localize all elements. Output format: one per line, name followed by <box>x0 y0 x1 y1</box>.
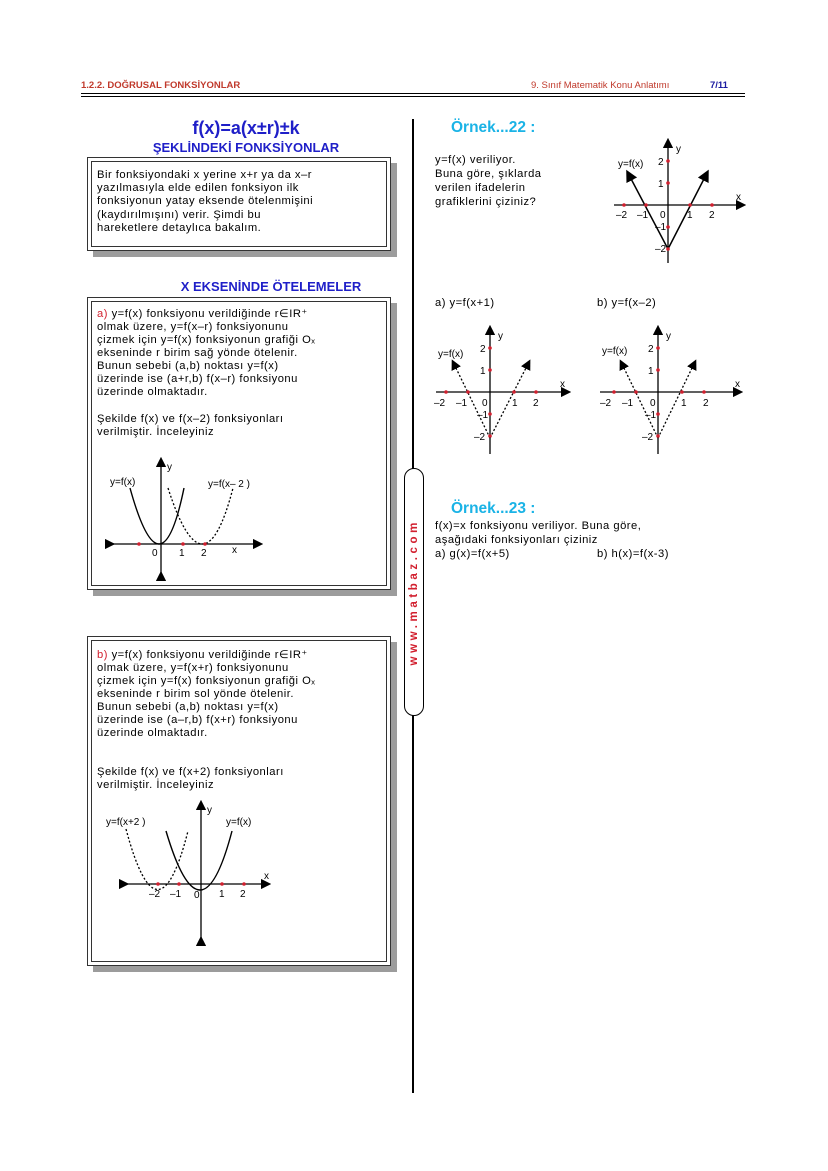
tick-mark <box>203 542 207 546</box>
graph-b <box>104 803 284 943</box>
tick-label: 2 <box>703 398 709 409</box>
intro-line: yazılmasıyla elde edilen fonksiyon ilk <box>97 182 299 194</box>
rule-a-line <box>97 308 308 321</box>
tick-label: 1 <box>512 398 518 409</box>
tick-label: –2 <box>655 244 667 255</box>
graph-label-f: y=f(x) <box>226 817 252 828</box>
graph-label-f: y=f(x) <box>438 349 464 360</box>
tick-label: 0 <box>152 548 158 559</box>
example-22-title: Örnek...22 : <box>451 119 536 136</box>
axis-label-x: x <box>735 379 740 390</box>
rule-a-line: Bunun sebebi (a,b) noktası y=f(x) <box>97 360 279 372</box>
tick-label: 2 <box>201 548 207 559</box>
rule-a-line: üzerinde ise (a+r,b) f(x–r) fonksiyonu <box>97 373 298 385</box>
tick-label: 1 <box>648 366 654 377</box>
tick-label: –2 <box>600 398 612 409</box>
rule-b-line: Bunun sebebi (a,b) noktası y=f(x) <box>97 701 279 713</box>
example-22-line: y=f(x) veriliyor. <box>435 154 516 166</box>
example-23-line: aşağıdaki fonksiyonları çiziniz <box>435 534 598 546</box>
graph-label-g: y=f(x– 2 ) <box>208 479 250 490</box>
tick-label: –1 <box>655 222 667 233</box>
tick-label: –1 <box>637 210 649 221</box>
intro-box <box>87 157 391 251</box>
rule-a-line: olmak üzere, y=f(x–r) fonksiyonunu <box>97 321 289 333</box>
tick-mark <box>534 390 538 394</box>
page-number: 7/11 <box>710 80 728 91</box>
tick-label: 0 <box>660 210 666 221</box>
tick-label: 1 <box>219 889 225 900</box>
tick-mark <box>666 247 670 251</box>
tick-mark <box>656 412 660 416</box>
example-22-line: grafiklerini çiziniz? <box>435 196 537 208</box>
page-title: f(x)=a(x±r)±k <box>192 118 300 138</box>
tick-label: –2 <box>149 889 161 900</box>
tick-mark <box>444 390 448 394</box>
rule-b-line <box>97 649 308 662</box>
example-23-line: f(x)=x fonksiyonu veriliyor. Buna göre, <box>435 520 642 532</box>
tick-label: 1 <box>681 398 687 409</box>
example-22-line: verilen ifadelerin <box>435 182 526 194</box>
tick-mark <box>177 882 181 886</box>
example-23-title: Örnek...23 : <box>451 500 536 517</box>
tick-label: 1 <box>658 179 664 190</box>
section-subtitle: X EKSENİNDE ÖTELEMELER <box>180 279 362 294</box>
tick-mark <box>622 203 626 207</box>
tick-mark <box>702 390 706 394</box>
graph-label-g: y=f(x+2 ) <box>106 817 146 828</box>
tick-mark <box>466 390 470 394</box>
rule-b-line: ekseninde r birim sol yönde ötelenir. <box>97 688 294 700</box>
rule-a-note: Şekilde f(x) ve f(x–2) fonksiyonları <box>97 413 284 425</box>
graph-label-f: y=f(x) <box>110 477 136 488</box>
graph-label-f: y=f(x) <box>602 346 628 357</box>
header-rule-2 <box>81 96 745 97</box>
tick-mark <box>666 159 670 163</box>
example-22-part-b: b) y=f(x–2) <box>597 297 657 309</box>
tick-mark <box>644 203 648 207</box>
tick-mark <box>488 412 492 416</box>
rule-a-first: y=f(x) fonksiyonu verildiğinde r∈IR⁺ <box>111 308 308 320</box>
tick-mark <box>666 225 670 229</box>
tick-mark <box>710 203 714 207</box>
tick-label: 1 <box>480 366 486 377</box>
tick-mark <box>488 346 492 350</box>
graph-line-right <box>658 364 694 438</box>
tick-label: 0 <box>482 398 488 409</box>
example-23-part-b: b) h(x)=f(x-3) <box>597 548 669 560</box>
curve-f <box>166 831 232 890</box>
curve-f-shifted <box>168 488 233 544</box>
course-title: 9. Sınıf Matematik Konu Anlatımı <box>531 80 670 91</box>
tick-label: –2 <box>434 398 446 409</box>
example-23-part-a: a) g(x)=f(x+5) <box>435 548 510 560</box>
tick-mark <box>181 542 185 546</box>
tick-label: –1 <box>456 398 468 409</box>
intro-line: fonksiyonun yatay eksende ötelenmişini <box>97 195 314 207</box>
axis-label-y: y <box>167 462 172 473</box>
example-22-line: Buna göre, şıklarda <box>435 168 542 180</box>
rule-b-note: Şekilde f(x) ve f(x+2) fonksiyonları <box>97 766 284 778</box>
tick-label: 2 <box>658 157 664 168</box>
tick-mark <box>688 203 692 207</box>
example-22-graph-a <box>432 326 572 456</box>
tick-label: 2 <box>709 210 715 221</box>
axis-label-x: x <box>264 871 269 882</box>
rule-a-line: üzerinde olmaktadır. <box>97 386 208 398</box>
tick-mark <box>666 181 670 185</box>
watermark-pill <box>404 468 424 716</box>
axis-label-x: x <box>736 192 741 203</box>
rule-b-line: üzerinde olmaktadır. <box>97 727 208 739</box>
rule-b-first: y=f(x) fonksiyonu verildiğinde r∈IR⁺ <box>111 649 308 661</box>
axis-label-x: x <box>232 545 237 556</box>
example-22-part-a: a) y=f(x+1) <box>435 297 495 309</box>
tick-mark <box>680 390 684 394</box>
tick-mark <box>242 882 246 886</box>
rule-b-line: üzerinde ise (a–r,b) f(x+r) fonksiyonu <box>97 714 298 726</box>
tick-mark <box>488 434 492 438</box>
page-subtitle: ŞEKLİNDEKİ FONKSİYONLAR <box>152 140 340 155</box>
tick-label: –1 <box>622 398 634 409</box>
tick-label: 1 <box>687 210 693 221</box>
rule-a-line: ekseninde r birim sağ yönde ötelenir. <box>97 347 298 359</box>
rule-box-a <box>87 297 391 590</box>
tick-label: –1 <box>645 410 657 421</box>
rule-box-b <box>87 636 391 966</box>
tick-label: 2 <box>240 889 246 900</box>
tick-mark <box>634 390 638 394</box>
tick-label: 2 <box>648 344 654 355</box>
tick-mark <box>512 390 516 394</box>
graph-a <box>108 458 278 578</box>
example-22-graph-b <box>598 326 748 456</box>
tick-label: –1 <box>477 410 489 421</box>
tick-label: –2 <box>642 432 654 443</box>
tick-label: 0 <box>194 890 200 901</box>
label-a: a) <box>97 308 108 320</box>
graph-line-right <box>490 364 528 438</box>
tick-label: –2 <box>474 432 486 443</box>
tick-label: 1 <box>179 548 185 559</box>
tick-mark <box>612 390 616 394</box>
axis-label-y: y <box>666 331 671 342</box>
axis-label-y: y <box>676 144 681 155</box>
header-rule <box>81 93 745 94</box>
graph-label-f: y=f(x) <box>618 159 644 170</box>
rule-a-line: çizmek için y=f(x) fonksiyonun grafiği Oₓ <box>97 334 316 346</box>
tick-mark <box>656 346 660 350</box>
intro-line: (kaydırılmışını) verir. Şimdi bu <box>97 209 261 221</box>
intro-line: Bir fonksiyondaki x yerine x+r ya da x–r <box>97 169 312 181</box>
curve-f-shifted <box>126 829 188 890</box>
tick-mark <box>137 542 141 546</box>
tick-label: –1 <box>170 889 182 900</box>
axis-label-y: y <box>207 805 212 816</box>
axis-label-x: x <box>560 379 565 390</box>
tick-mark <box>220 882 224 886</box>
example-22-graph <box>610 137 750 267</box>
tick-mark <box>488 368 492 372</box>
tick-mark <box>656 434 660 438</box>
tick-mark <box>656 368 660 372</box>
tick-label: 0 <box>650 398 656 409</box>
rule-b-line: çizmek için y=f(x) fonksiyonun grafiği Oₓ <box>97 675 316 687</box>
rule-a-note: verilmiştir. İnceleyiniz <box>97 426 215 438</box>
watermark-text: www.matbaz.com <box>408 518 420 666</box>
tick-label: 2 <box>480 344 486 355</box>
rule-b-line: olmak üzere, y=f(x+r) fonksiyonunu <box>97 662 289 674</box>
axis-label-y: y <box>498 331 503 342</box>
tick-label: –2 <box>616 210 628 221</box>
curve-f <box>130 488 184 544</box>
tick-mark <box>156 882 160 886</box>
tick-label: 2 <box>533 398 539 409</box>
section-heading: 1.2.2. DOĞRUSAL FONKSİYONLAR <box>81 80 241 91</box>
intro-line: hareketlere detaylıca bakalım. <box>97 222 262 234</box>
rule-b-note: verilmiştir. İnceleyiniz <box>97 779 215 791</box>
label-b: b) <box>97 649 108 661</box>
